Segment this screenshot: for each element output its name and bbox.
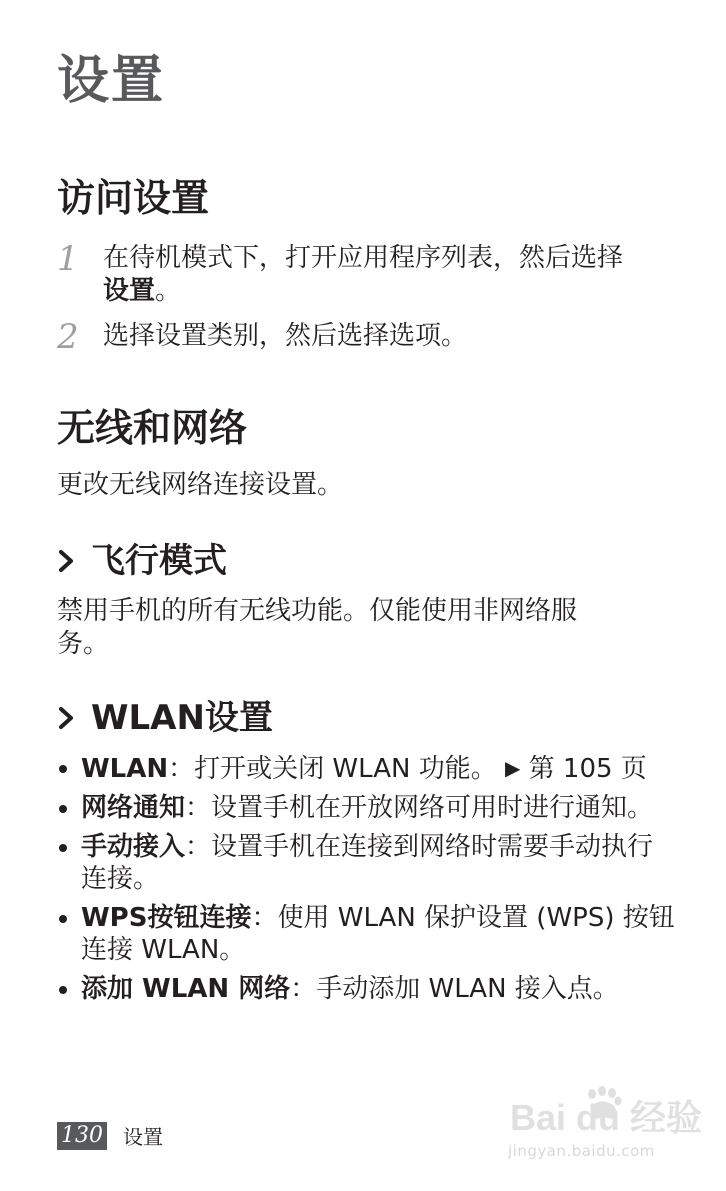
baidu-jingyan-watermark	[508, 1086, 703, 1166]
chevron-right-icon	[59, 550, 73, 572]
item-text: 设置手机在连接到网络时需要手动执行连接。	[81, 832, 654, 894]
page-reference: 第 105 页	[528, 754, 647, 784]
step-text-tail: 。	[155, 276, 182, 306]
item-label: 网络通知	[81, 793, 186, 823]
chapter-title: 设置	[57, 51, 166, 111]
item-separator: ：	[251, 903, 278, 933]
bullet-icon	[59, 844, 67, 852]
triangle-right-icon: ▶	[504, 756, 521, 780]
item-text: 打开或关闭 WLAN 功能。	[194, 754, 497, 784]
bullet-icon	[59, 805, 67, 813]
access-settings-heading: 访问设置	[57, 176, 210, 220]
item-separator: ：	[185, 832, 212, 862]
list-item	[57, 792, 677, 824]
logo-text: Bai du 经验	[510, 1097, 703, 1138]
list-item	[57, 752, 677, 785]
item-separator: ：	[185, 793, 212, 823]
item-label: 添加 WLAN 网络	[81, 974, 291, 1004]
step-number: 2	[57, 317, 79, 357]
item-text: 设置手机在开放网络可用时进行通知。	[211, 793, 654, 823]
step-number: 1	[57, 239, 79, 279]
step-text	[103, 242, 623, 308]
item-label: 手动接入	[81, 832, 186, 862]
wlan-options-list	[57, 752, 677, 1012]
list-item	[57, 973, 677, 1005]
airplane-mode-heading	[57, 541, 227, 582]
item-separator: ：	[290, 974, 317, 1004]
item-separator: ：	[168, 754, 195, 784]
step-1	[57, 239, 677, 308]
bullet-icon	[59, 765, 67, 773]
item-label: WLAN	[81, 754, 169, 784]
step-text-bold: 设置	[103, 276, 156, 306]
footer-section-label: 设置	[123, 1125, 163, 1149]
list-item	[57, 831, 677, 895]
heading-label: 飞行模式	[91, 541, 227, 581]
chevron-right-icon	[59, 707, 73, 729]
item-text: 手动添加 WLAN 接入点。	[316, 974, 619, 1004]
watermark-url: jingyan.baidu.com	[508, 1142, 655, 1160]
step-text: 选择设置类别，然后选择选项。	[103, 321, 468, 351]
wlan-settings-heading	[57, 698, 273, 739]
airplane-mode-description: 禁用手机的所有无线功能。仅能使用非网络服务。	[57, 596, 578, 659]
heading-label: WLAN设置	[91, 698, 273, 738]
baidu-logo	[508, 1086, 703, 1138]
bullet-icon	[59, 986, 67, 994]
page-footer	[57, 1121, 163, 1150]
item-text: 使用 WLAN 保护设置 (WPS) 按钮连接 WLAN。	[81, 903, 675, 965]
page-number: 130	[57, 1122, 107, 1150]
step-2	[57, 317, 677, 357]
step-text-main: 在待机模式下，打开应用程序列表，然后选择	[103, 243, 624, 273]
item-label: WPS按钮连接	[81, 903, 252, 933]
wireless-heading: 无线和网络	[57, 406, 248, 450]
bullet-icon	[59, 915, 67, 923]
wireless-description: 更改无线网络连接设置。	[57, 470, 344, 500]
list-item	[57, 902, 677, 966]
